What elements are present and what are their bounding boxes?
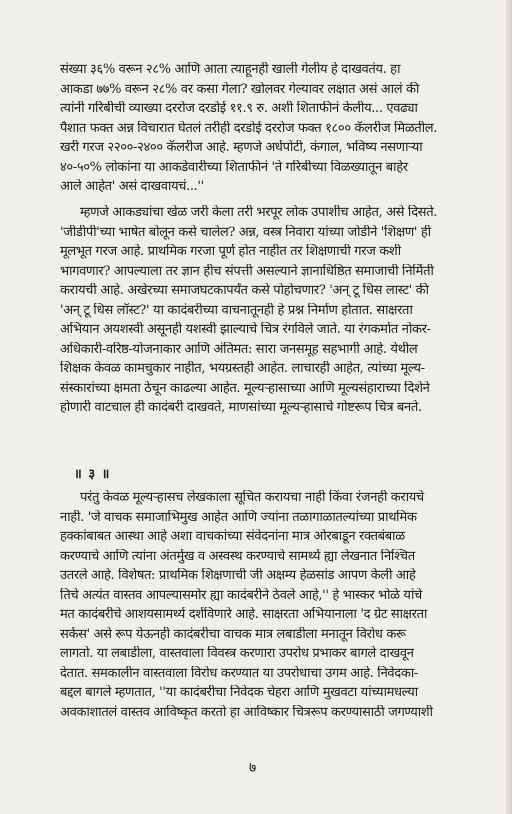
text-line: भागवणार? आपल्याला तर ज्ञान हीच संपत्ती असल्याने ज्ञानाधिष्ठित समाजाची निर्मिती: [60, 264, 434, 279]
text-line: 'जीडीपी'च्या भाषेत बोलून कसे चालेल? अन्न, वस्त्र निवारा यांच्या जोडीने 'शिक्षण' ही: [60, 225, 431, 240]
text-line: तिचे अत्यंत वास्तव आपल्यासमोर ह्या कादंबरीने ठेवले आहे,'' हे भास्कर भोळे यांचे: [60, 588, 422, 603]
text-line: मत कादंबरीचे आशयसामर्थ्य दर्शविणारे आहे. साक्षरता अभियानाला 'द ग्रेट साक्षरता: [60, 607, 428, 622]
text-line: खरी गरज २२००-२४०० कॅलरीज आहे. म्हणजे अर्धपोटी, कंगाल, भविष्य नसणाऱ्या: [60, 140, 423, 155]
section-number: ॥ ३ ॥: [74, 467, 111, 482]
text-line: बद्दल बागले म्हणतात, ''या कादंबरीचा निवेदक चेहरा आणि मुखवटा यांच्यामधल्या: [60, 685, 418, 700]
text-line: आले आहेत' असं दाखवायचं...'': [60, 179, 204, 194]
text-line: त्यांनी गरिबीची व्याख्या दररोज दरडोई ११.९ रु. अशी शिताफीनं केलीय... एवढ्या: [60, 101, 418, 116]
text-line: अवकाशातलं वास्तव आविष्कृत करतो हा आविष्कार चित्ररूप करण्यासाठी जगण्याशी: [60, 705, 433, 720]
page-number: ७: [249, 760, 257, 776]
text-line: अभियान अयशस्वी असूनही यशस्वी झाल्याचे चित्र रंगविले जाते. या रंगकर्मात नोकर-: [60, 322, 431, 337]
text-line: देतात. समकालीन वास्तवाला विरोध करण्यात या उपरोधाचा उगम आहे. निवेदका-: [60, 666, 418, 681]
page-edge-shadow: [506, 0, 512, 814]
text-line: अधिकारी-वरिष्ठ-योजनाकार आणि अंतिमत: सारा जनसमूह सहभागी आहे. येथील: [60, 342, 418, 357]
text-line: परंतु केवळ मूल्यऱ्हासच लेखकाला सूचित करायचा नाही किंवा रंजनही करायचे: [80, 490, 424, 505]
text-line: करायची आहे. अखेरच्या समाजघटकापर्यंत कसे पोहोचणार? 'अन् टू धिस लास्ट' की: [60, 283, 429, 298]
text-line: संस्कारांच्या क्षमता ठेचून काढल्या आहेत. मूल्यऱ्हासाच्या आणि मूल्यसंहाराच्या दिशेने: [60, 381, 430, 396]
text-line: हक्कांबाबत आस्था आहे अशा वाचकांच्या संवेदनांना मात्र ओरबाडून रक्तबंबाळ: [60, 529, 405, 544]
text-line: लागतो. या लबाडीला, वास्तवाला विवस्त्र करणारा उपरोध प्रभाकर बागले दाखवून: [60, 646, 414, 661]
text-line: मूलभूत गरज आहे. प्राथमिक गरजा पूर्ण होत नाहीत तर शिक्षणाची गरज कशी: [60, 244, 401, 259]
text-line: म्हणजे आकड्यांचा खेळ जरी केला तरी भरपूर लोक उपाशीच आहेत, असे दिसते.: [80, 205, 438, 220]
text-line: आकडा ७७% वरून २८% वर कसा गेला? खोलवर गेल्यावर लक्षात असं आलं की: [60, 82, 419, 97]
text-line: संख्या ३६% वरून २८% आणि आता त्याहूनही खाली गेलीय हे दाखवतंय. हा: [60, 62, 401, 77]
text-line: सर्कस' असे रूप येऊनही कादंबरीचा वाचक मात्र लबाडीला मनातून विरोध करू: [60, 627, 406, 642]
text-line: नाही. 'जे वाचक समाजाभिमुख आहेत आणि ज्यांना तळागाळातल्यांच्या प्राथमिक: [60, 510, 417, 525]
text-line: पैशात फक्त अन्न विचारात घेतलं तरीही दरडोई दररोज फक्त १८०० कॅलरीज मिळतील.: [60, 121, 438, 136]
text-line: 'अन् टू धिस लॉस्ट?' या कादंबरीच्या वाचनातूनही हे प्रश्न निर्माण होतात. साक्षरता: [60, 303, 413, 318]
text-line: होणारी वाटचाल ही कादंबरी दाखवते, माणसांच्या मूल्यऱ्हासाचे गोष्टरूप चित्र बनते.: [60, 400, 422, 415]
text-line: करण्याचे आणि त्यांना अंतर्मुख व अस्वस्थ करण्याचे सामर्थ्य ह्या लेखनात निश्चित: [60, 549, 415, 564]
text-line: उतरले आहे. विशेषत: प्राथमिक शिक्षणाची जी अक्षम्य हेळसांड आपण केली आहे: [60, 568, 416, 583]
text-line: शिक्षक केवळ कामचुकार नाहीत, भयग्रस्तही आहेत. लाचारही आहेत, त्यांच्या मूल्य-: [60, 361, 425, 376]
text-line: ४०-५०% लोकांना या आकडेवारीच्या शिताफीनं 'ते गरिबीच्या विळख्यातून बाहेर: [60, 160, 408, 175]
